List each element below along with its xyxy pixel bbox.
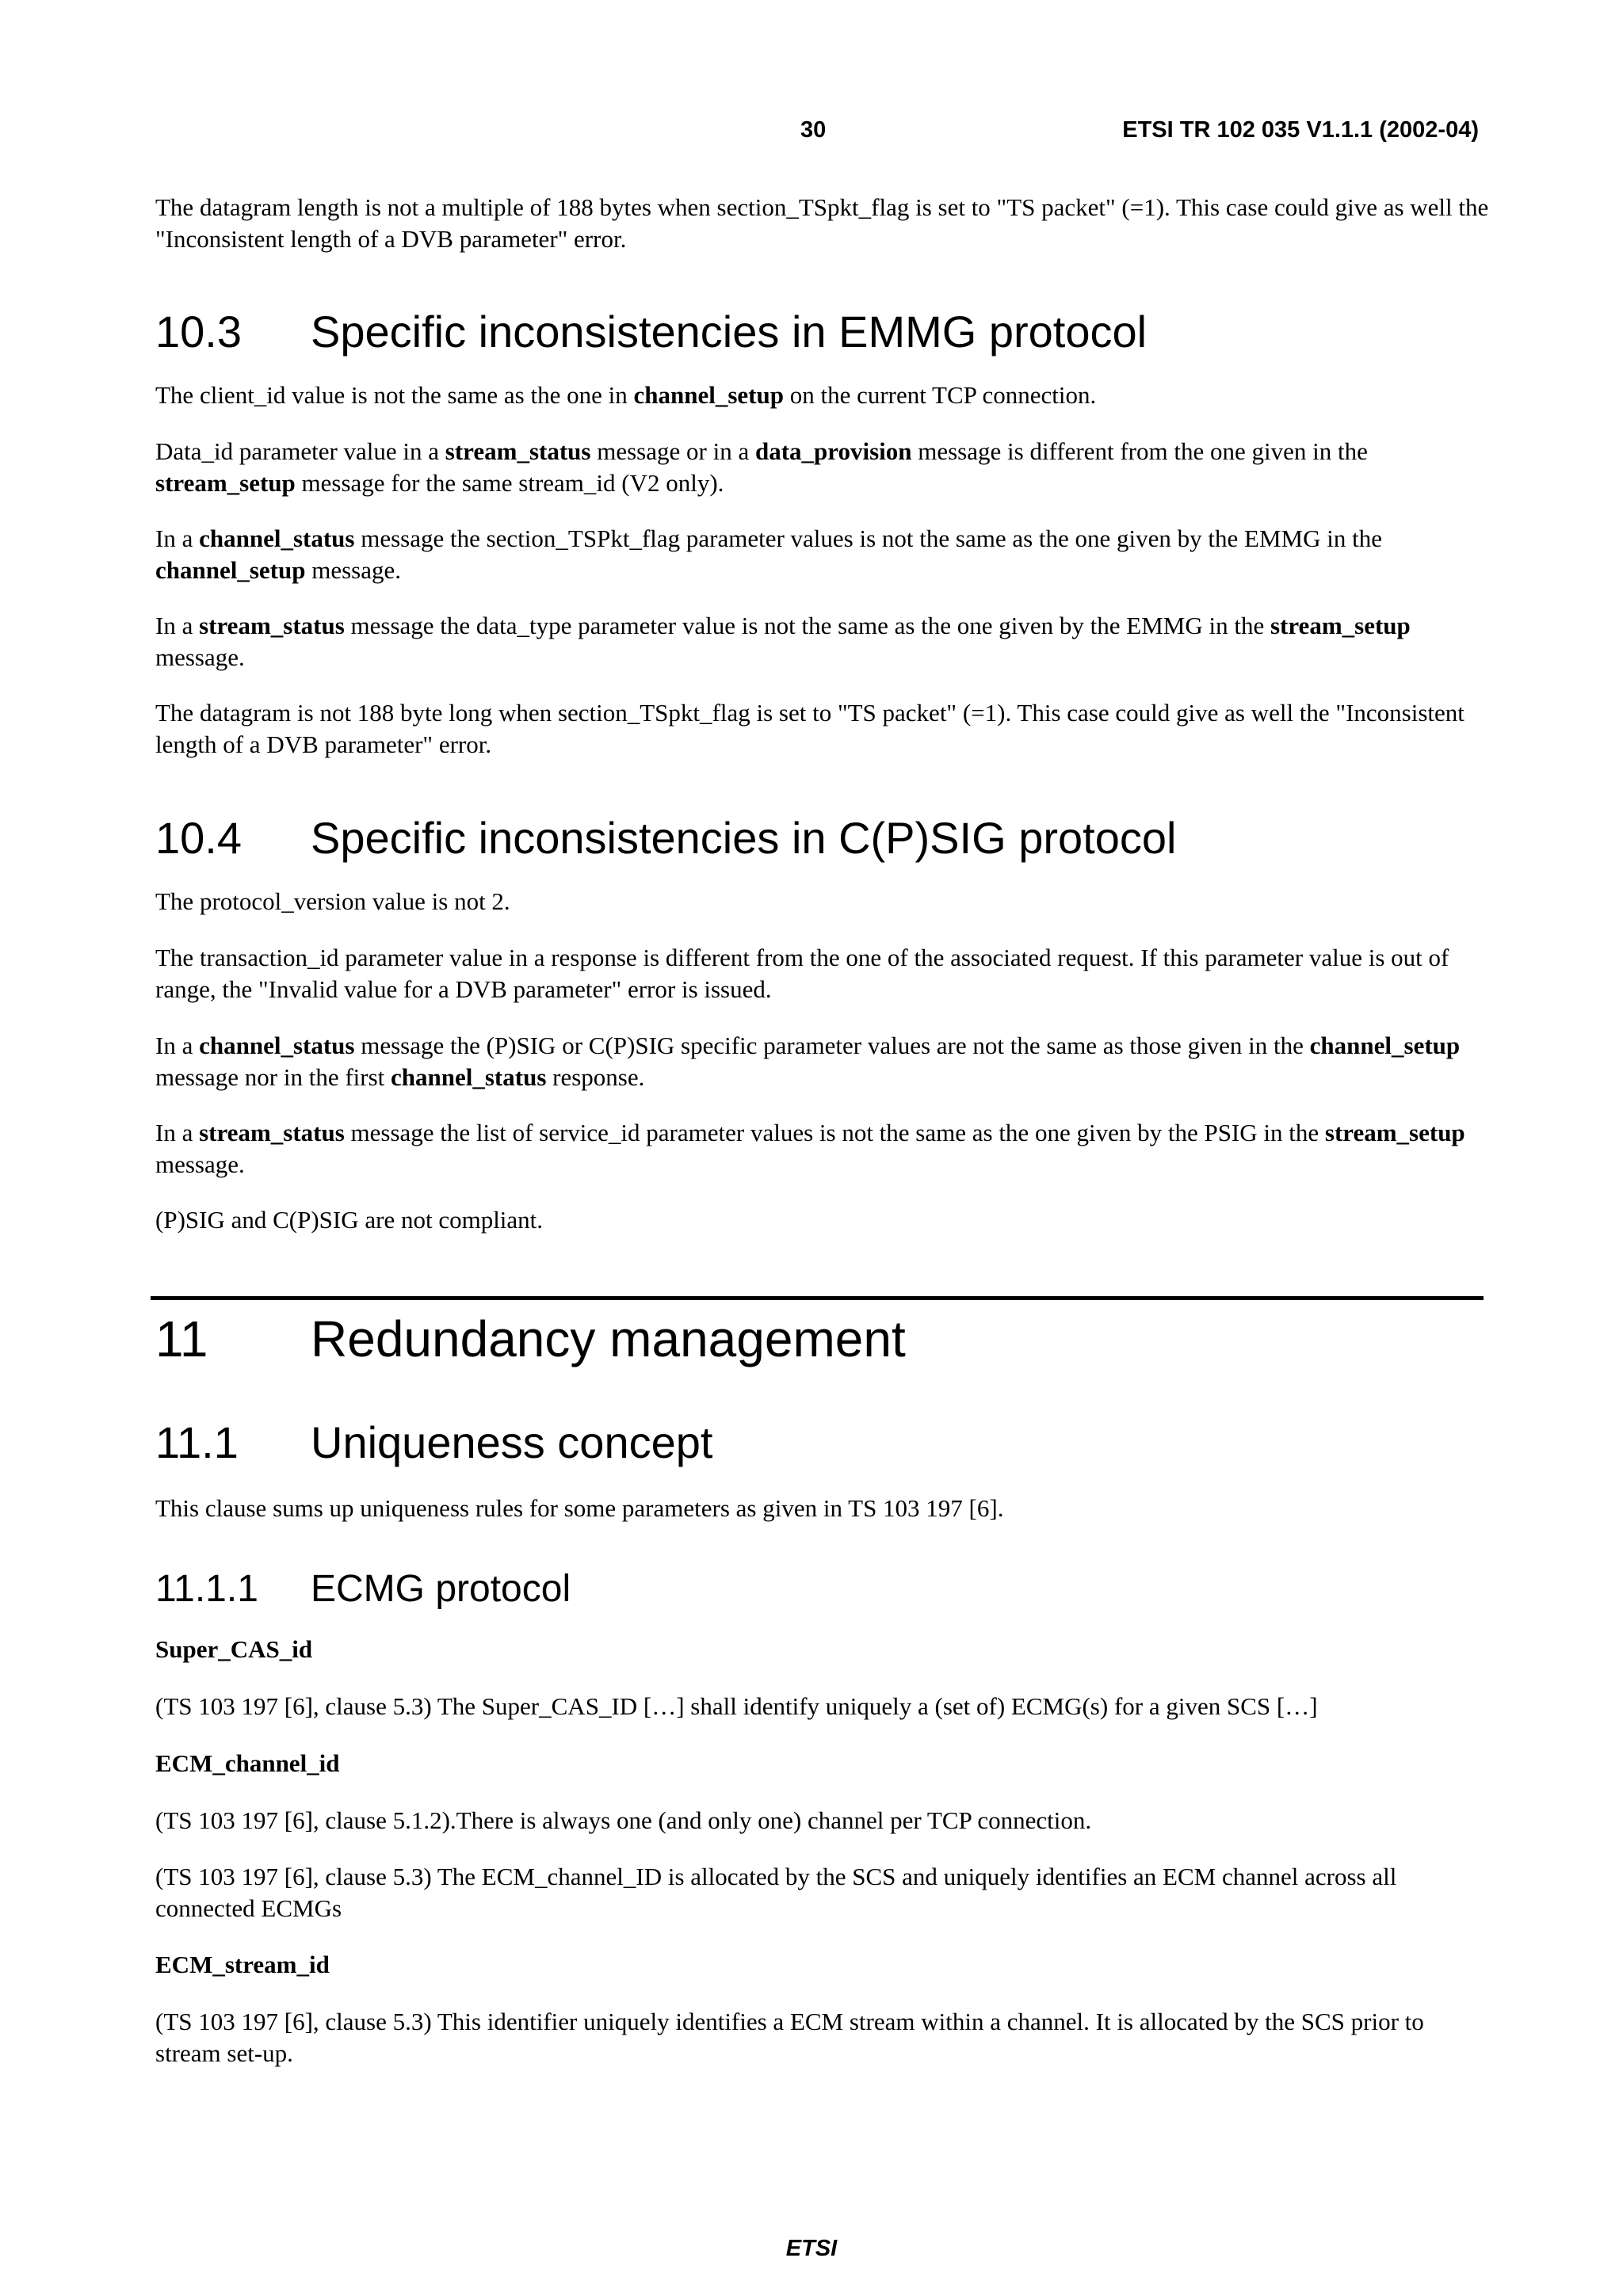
s11-1-paragraph-1: This clause sums up uniqueness rules for some parameters as given in TS 103 197 [6]. — [155, 1494, 1004, 1522]
section-title: Specific inconsistencies in C(P)SIG protocol — [311, 813, 1177, 863]
s10-4-paragraph-3: In a channel_status message the (P)SIG or C(P)SIG specific parameter values are not the same as those given in the channel_setup message nor in the first channel_status response. — [155, 1032, 1461, 1091]
s10-3-paragraph-3: In a channel_status message the section_TSPkt_flag parameter values is not the same as the one given by the EMMG in the channel_setup message. — [155, 524, 1382, 584]
chapter-11-heading — [155, 1307, 906, 1371]
document-reference: ETSI TR 102 035 V1.1.1 (2002-04) — [1122, 117, 1479, 143]
ecm-stream-id-heading: ECM_stream_id — [155, 1951, 330, 1978]
s10-4-paragraph-2: The transaction_id parameter value in a response is different from the one of the associated request. If this parameter value is out of range, the "Invalid value for a DVB parameter" error is issued. — [155, 944, 1449, 1003]
section-number: 11.1 — [155, 1417, 239, 1467]
section-number: 11.1.1 — [155, 1568, 258, 1610]
section-title: Uniqueness concept — [311, 1417, 713, 1467]
s10-3-paragraph-4: In a stream_status message the data_type parameter value is not the same as the one given by the EMMG in the stream_setup message. — [155, 612, 1411, 671]
super-cas-id-heading: Super_CAS_id — [155, 1635, 313, 1663]
ecm-channel-id-paragraph-1: (TS 103 197 [6], clause 5.1.2).There is always one (and only one) channel per TCP connection. — [155, 1806, 1092, 1834]
page-number: 30 — [800, 117, 827, 143]
section-11-1-heading — [155, 1415, 712, 1470]
s10-4-paragraph-5: (P)SIG and C(P)SIG are not compliant. — [155, 1206, 544, 1234]
section-11-1-1-heading — [155, 1566, 571, 1613]
s10-4-paragraph-1: The protocol_version value is not 2. — [155, 887, 510, 915]
footer-etsi: ETSI — [785, 2236, 838, 2261]
super-cas-id-paragraph: (TS 103 197 [6], clause 5.3) The Super_CAS_ID […] shall identify uniquely a (set of) ECMG(s) for a given SCS […] — [155, 1692, 1318, 1720]
section-title: Specific inconsistencies in EMMG protocol — [311, 307, 1148, 357]
section-title: ECMG protocol — [311, 1568, 571, 1610]
intro-paragraph: The datagram length is not a multiple of 188 bytes when section_TSpkt_flag is set to "TS packet" (=1). This case could give as well the "Inconsistent length of a DVB parameter" error. — [155, 193, 1489, 253]
section-number: 10.3 — [155, 307, 242, 357]
s10-3-paragraph-2: Data_id parameter value in a stream_status message or in a data_provision message is different from the one given in the stream_setup message for the same stream_id (V2 only). — [155, 437, 1368, 497]
ecm-channel-id-paragraph-2: (TS 103 197 [6], clause 5.3) The ECM_channel_ID is allocated by the SCS and uniquely identifies an ECM channel across all connected ECMGs — [155, 1863, 1397, 1922]
ecm-stream-id-paragraph: (TS 103 197 [6], clause 5.3) This identifier uniquely identifies a ECM stream within a channel. It is allocated by the SCS prior to stream set-up. — [155, 2008, 1424, 2067]
chapter-title: Redundancy management — [311, 1310, 906, 1367]
s10-3-paragraph-5: The datagram is not 188 byte long when section_TSpkt_flag is set to "TS packet" (=1). This case could give as well the "Inconsistent length of a DVB parameter" error. — [155, 699, 1465, 758]
chapter-number: 11 — [155, 1310, 208, 1367]
ecm-channel-id-heading: ECM_channel_id — [155, 1749, 340, 1777]
section-number: 10.4 — [155, 813, 242, 863]
section-10-4-heading — [155, 810, 1176, 866]
s10-3-paragraph-1: The client_id value is not the same as the one in channel_setup on the current TCP connection. — [155, 381, 1097, 409]
s10-4-paragraph-4: In a stream_status message the list of service_id parameter values is not the same as the one given by the PSIG in the stream_setup message. — [155, 1119, 1465, 1178]
section-10-3-heading — [155, 304, 1147, 360]
chapter-rule — [151, 1296, 1484, 1300]
